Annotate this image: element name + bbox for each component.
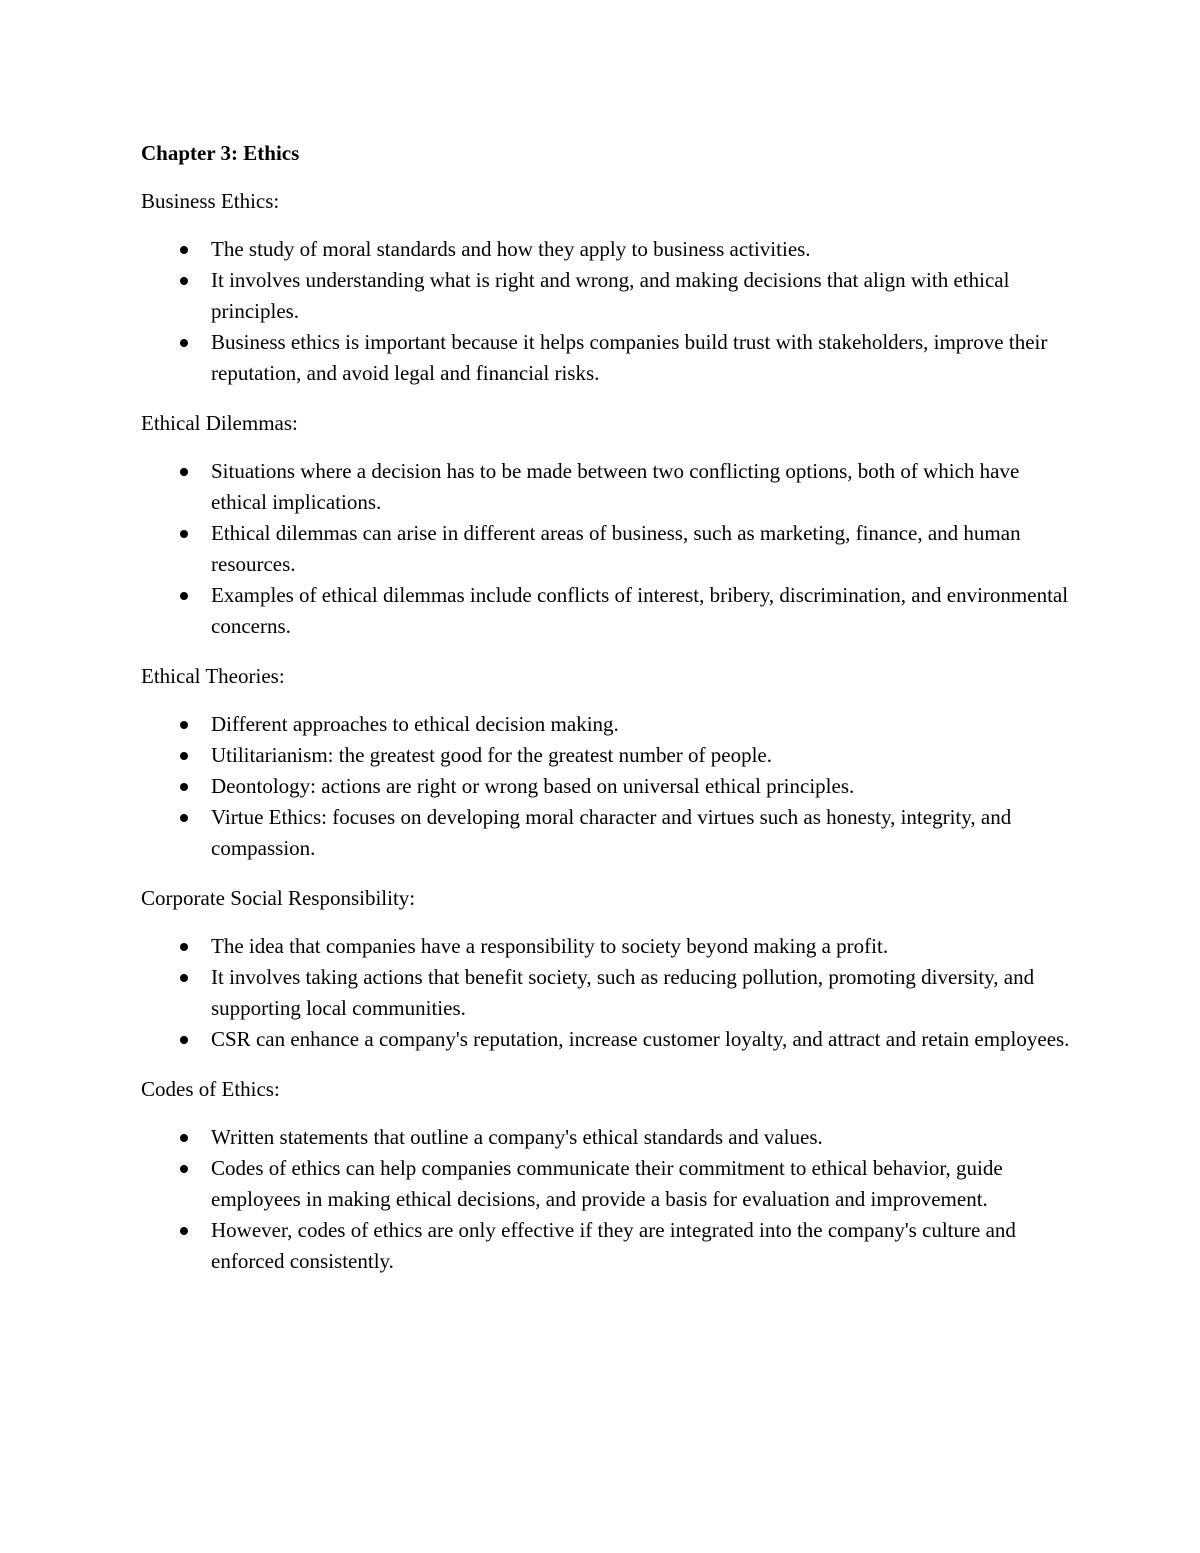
- list-item: [141, 265, 1071, 327]
- list-item: [141, 709, 1071, 740]
- bullet-icon: [180, 277, 188, 285]
- list-item: [141, 740, 1071, 771]
- list-item-text: Business ethics is important because it helps companies build trust with stakeholders, improve their reputation, and avoid legal and financial risks.: [211, 330, 1048, 385]
- bullet-list: [141, 709, 1071, 864]
- bullet-icon: [180, 1165, 188, 1173]
- section-heading: Business Ethics:: [141, 189, 280, 213]
- bullet-icon: [180, 814, 188, 822]
- section-heading: Ethical Dilemmas:: [141, 411, 298, 435]
- bullet-icon: [180, 752, 188, 760]
- section-ethical-dilemmas: [141, 408, 1071, 642]
- section-heading: Corporate Social Responsibility:: [141, 886, 416, 910]
- bullet-icon: [180, 974, 188, 982]
- bullet-list: [141, 456, 1071, 642]
- section-heading: Codes of Ethics:: [141, 1077, 280, 1101]
- bullet-icon: [180, 721, 188, 729]
- list-item-text: CSR can enhance a company's reputation, increase customer loyalty, and attract and retain employees.: [211, 1027, 1070, 1051]
- list-item: [141, 1024, 1071, 1055]
- list-item-text: Utilitarianism: the greatest good for the greatest number of people.: [211, 743, 772, 767]
- list-item-text: Different approaches to ethical decision making.: [211, 712, 619, 736]
- list-item-text: It involves understanding what is right and wrong, and making decisions that align with ethical principles.: [211, 268, 1010, 323]
- list-item-text: Virtue Ethics: focuses on developing moral character and virtues such as honesty, integrity, and compassion.: [211, 805, 1012, 860]
- list-item-text: Codes of ethics can help companies communicate their commitment to ethical behavior, guide employees in making ethical decisions, and provide a basis for evaluation and improvement.: [211, 1156, 1003, 1211]
- section-codes-of-ethics: [141, 1074, 1071, 1277]
- document-title: Chapter 3: Ethics: [141, 141, 300, 165]
- bullet-list: [141, 931, 1071, 1055]
- bullet-icon: [180, 530, 188, 538]
- list-item: [141, 1122, 1071, 1153]
- bullet-icon: [180, 339, 188, 347]
- section-heading: Ethical Theories:: [141, 664, 285, 688]
- bullet-icon: [180, 943, 188, 951]
- bullet-icon: [180, 1227, 188, 1235]
- list-item: [141, 327, 1071, 389]
- bullet-icon: [180, 783, 188, 791]
- list-item-text: The study of moral standards and how they apply to business activities.: [211, 237, 811, 261]
- section-ethical-theories: [141, 661, 1071, 864]
- list-item-text: However, codes of ethics are only effective if they are integrated into the company's culture and enforced consistently.: [211, 1218, 1016, 1273]
- list-item: [141, 518, 1071, 580]
- list-item: [141, 931, 1071, 962]
- list-item-text: It involves taking actions that benefit society, such as reducing pollution, promoting diversity, and supporting local communities.: [211, 965, 1035, 1020]
- bullet-icon: [180, 246, 188, 254]
- bullet-icon: [180, 468, 188, 476]
- list-item: [141, 1153, 1071, 1215]
- bullet-list: [141, 1122, 1071, 1277]
- bullet-icon: [180, 1134, 188, 1142]
- list-item-text: Written statements that outline a company's ethical standards and values.: [211, 1125, 823, 1149]
- bullet-icon: [180, 1036, 188, 1044]
- list-item: [141, 962, 1071, 1024]
- list-item: [141, 456, 1071, 518]
- list-item: [141, 580, 1071, 642]
- list-item: [141, 1215, 1071, 1277]
- document-page: [141, 138, 1071, 1296]
- bullet-icon: [180, 592, 188, 600]
- list-item-text: Examples of ethical dilemmas include conflicts of interest, bribery, discrimination, and environmental concerns.: [211, 583, 1069, 638]
- list-item: [141, 234, 1071, 265]
- bullet-list: [141, 234, 1071, 389]
- list-item-text: Situations where a decision has to be made between two conflicting options, both of which have ethical implications.: [211, 459, 1020, 514]
- list-item-text: The idea that companies have a responsibility to society beyond making a profit.: [211, 934, 889, 958]
- list-item: [141, 802, 1071, 864]
- section-business-ethics: [141, 186, 1071, 389]
- list-item-text: Deontology: actions are right or wrong based on universal ethical principles.: [211, 774, 855, 798]
- list-item: [141, 771, 1071, 802]
- section-corporate-social-responsibility: [141, 883, 1071, 1055]
- list-item-text: Ethical dilemmas can arise in different areas of business, such as marketing, finance, and human resources.: [211, 521, 1021, 576]
